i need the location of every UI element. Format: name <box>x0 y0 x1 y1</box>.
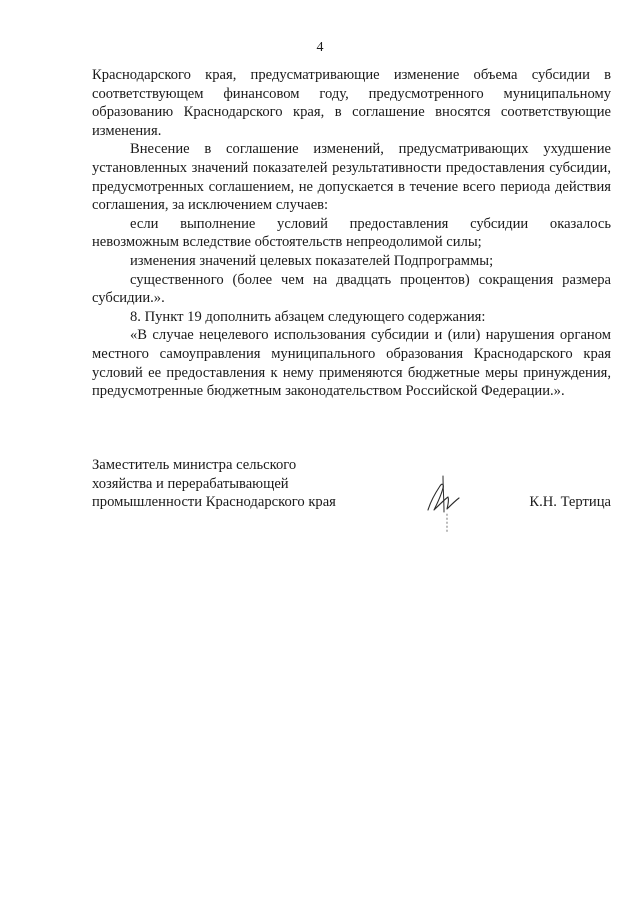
paragraph: Внесение в соглашение изменений, предусматривающих ухудшение установленных значений показателей результативности предоставления субсидии, предусмотренных соглашением, не допускается в течение всего периода действия соглашения, за исключением случаев: <box>92 141 611 214</box>
paragraph: если выполнение условий предоставления субсидии оказалось невозможным вследствие обстоятельств непреодолимой силы; <box>92 215 611 251</box>
signer-title-line: Заместитель министра сельского <box>92 457 297 473</box>
signature-block <box>92 456 611 546</box>
handwritten-signature <box>422 470 468 534</box>
signer-name: К.Н. Тертица <box>529 494 611 510</box>
page-number: 4 <box>316 40 324 55</box>
paragraph: 8. Пункт 19 дополнить абзацем следующего содержания: <box>130 308 486 325</box>
paragraph: существенного (более чем на двадцать процентов) сокращения размера субсидии.». <box>92 271 611 307</box>
paragraph: «В случае нецелевого использования субсидии и (или) нарушения органом местного самоуправления муниципального образования Краснодарского края условий ее предоставления к нему применяются бюджетные меры принуждения, предусмотренные бюджетным законодательством Российской Федерации.». <box>92 327 611 400</box>
signer-title <box>92 456 392 512</box>
signer-title-line: хозяйства и перерабатывающей <box>92 475 289 492</box>
paragraph: Краснодарского края, предусматривающие изменение объема субсидии в соответствующем финансовом году, предусмотренного муниципальному образованию Краснодарского края, в соглашение вносятся соответствующие изменения. <box>92 67 611 139</box>
signer-title-line: промышленности Краснодарского края <box>92 494 336 511</box>
paragraph: изменения значений целевых показателей Подпрограммы; <box>130 252 494 269</box>
document-body <box>92 66 611 401</box>
